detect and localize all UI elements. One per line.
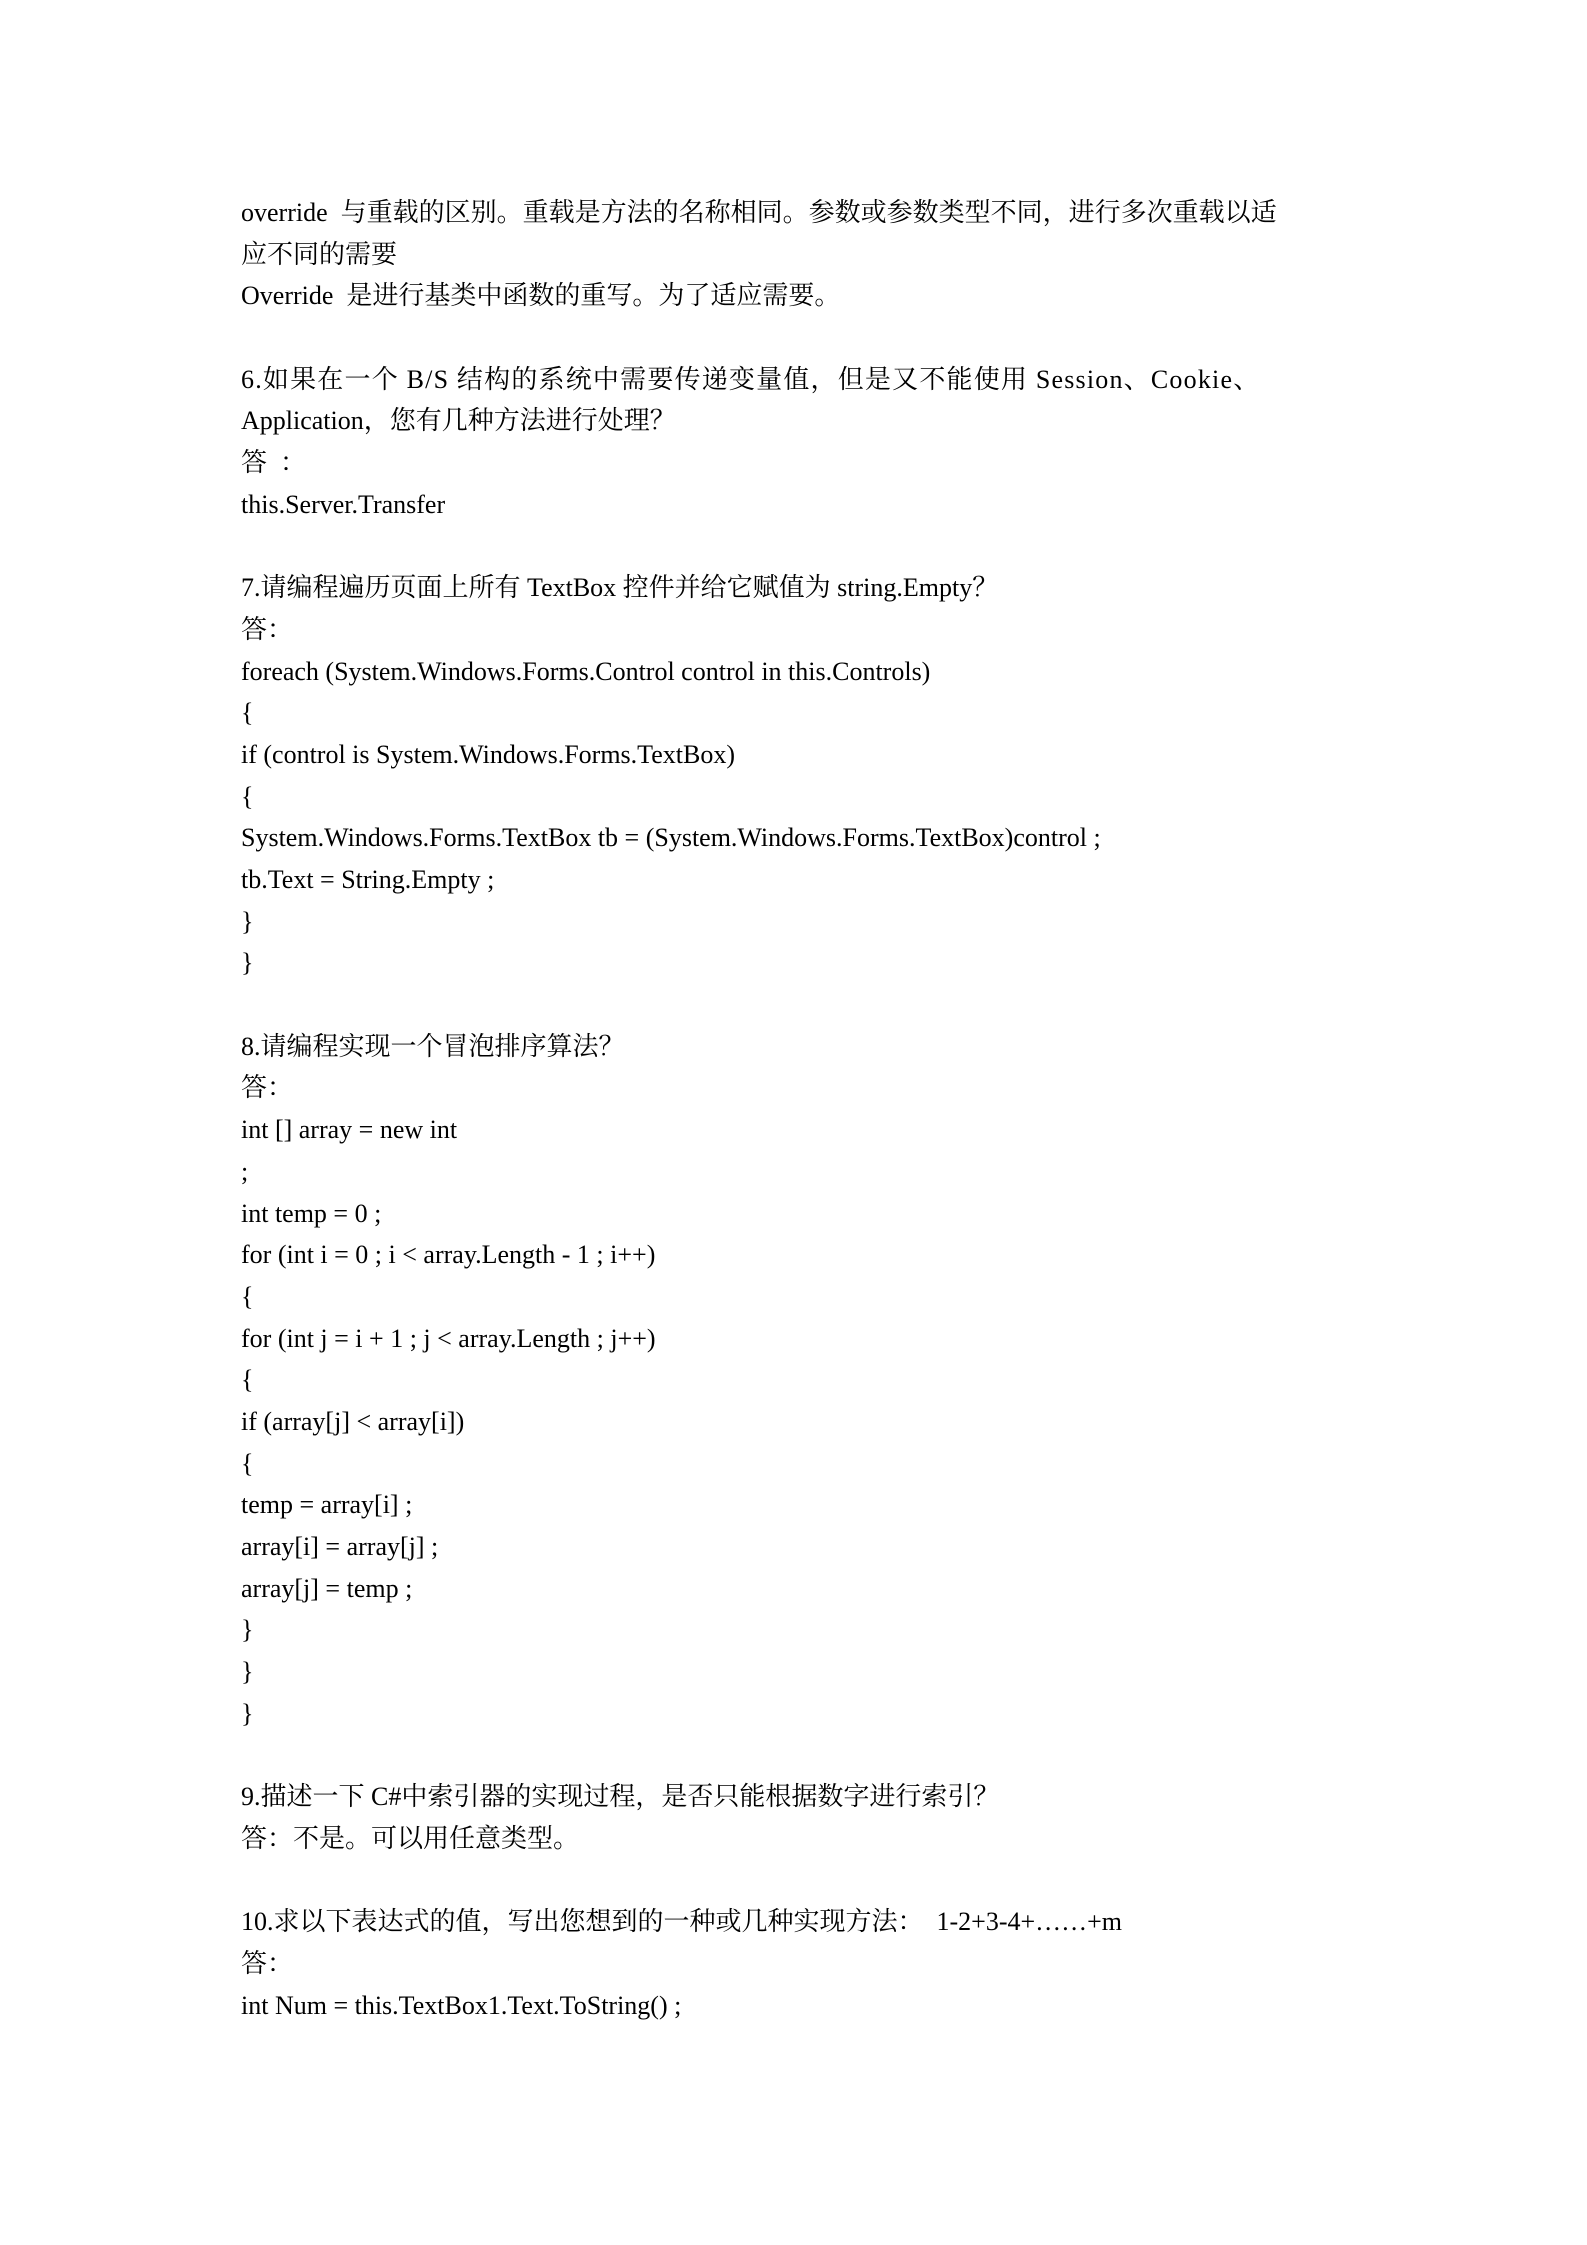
question-8: [241, 1026, 1351, 1735]
code-line: {: [241, 781, 254, 811]
code-block: [241, 1985, 1351, 2027]
code-line: {: [241, 1365, 254, 1395]
blank-line: [241, 1860, 1351, 1902]
question-7: [241, 567, 1351, 984]
code-line: if (control is System.Windows.Forms.TextBox): [241, 739, 735, 769]
code-line: array[j] = temp ;: [241, 1573, 413, 1603]
paragraph-line: override 与重载的区别。重载是方法的名称相同。参数或参数类型不同，进行多次重载以适: [241, 198, 1277, 227]
code-line: int Num = this.TextBox1.Text.ToString() ;: [241, 1990, 682, 2020]
answer-label: 答：: [241, 614, 294, 644]
code-line: {: [241, 1281, 254, 1311]
code-block: [241, 1109, 1351, 1734]
code-line: temp = array[i] ;: [241, 1490, 413, 1520]
blank-line: [241, 317, 1351, 359]
code-line: int temp = 0 ;: [241, 1198, 382, 1228]
code-line: array[i] = array[j] ;: [241, 1532, 439, 1561]
code-line: if (array[j] < array[i]): [241, 1406, 465, 1436]
blank-line: [241, 1734, 1351, 1776]
code-line: ;: [241, 1156, 249, 1186]
question-text: 6.如果在一个 B/S 结构的系统中需要传递变量值，但是又不能使用 Session、Cookie、: [241, 364, 1261, 394]
code-line: foreach (System.Windows.Forms.Control control in this.Controls): [241, 656, 931, 686]
question-text: 7.请编程遍历页面上所有 TextBox 控件并给它赋值为 string.Empty？: [241, 573, 999, 603]
document-body: [241, 192, 1351, 2026]
question-text: 8.请编程实现一个冒泡排序算法？: [241, 1031, 625, 1061]
answer-text: 答：不是。可以用任意类型。: [241, 1823, 580, 1853]
answer-text: this.Server.Transfer: [241, 489, 446, 519]
blank-line: [241, 984, 1351, 1026]
paragraph-line: 应不同的需要: [241, 239, 398, 269]
code-line: System.Windows.Forms.TextBox tb = (System.Windows.Forms.TextBox)control ;: [241, 823, 1101, 853]
code-line: }: [241, 1615, 254, 1645]
question-9: [241, 1776, 1351, 1859]
question-6: [241, 359, 1351, 526]
code-line: }: [241, 1657, 254, 1687]
code-line: }: [241, 1698, 254, 1728]
code-line: tb.Text = String.Empty ;: [241, 865, 495, 894]
code-block: [241, 651, 1351, 985]
question-text: 9.描述一下 C#中索引器的实现过程，是否只能根据数字进行索引？: [241, 1782, 1000, 1812]
question-text: Application，您有几种方法进行处理？: [241, 406, 676, 436]
answer-label: 答：: [241, 1073, 294, 1103]
blank-line: [241, 526, 1351, 568]
code-line: for (int i = 0 ; i < array.Length - 1 ; i++): [241, 1240, 656, 1270]
answer-label: 答 ：: [241, 448, 307, 478]
code-line: {: [241, 1448, 254, 1478]
question-text: 10.求以下表达式的值，写出您想到的一种或几种实现方法： 1-2+3-4+……+m: [241, 1907, 1123, 1937]
question-10: [241, 1901, 1351, 2026]
code-line: {: [241, 698, 254, 728]
answer-label: 答：: [241, 1948, 294, 1978]
code-line: }: [241, 906, 254, 936]
section-override-explanation: [241, 192, 1351, 317]
code-line: for (int j = i + 1 ; j < array.Length ; j++): [241, 1323, 656, 1353]
code-line: int [] array = new int: [241, 1115, 458, 1145]
paragraph-line: Override 是进行基类中函数的重写。为了适应需要。: [241, 281, 841, 311]
code-line: }: [241, 948, 254, 978]
